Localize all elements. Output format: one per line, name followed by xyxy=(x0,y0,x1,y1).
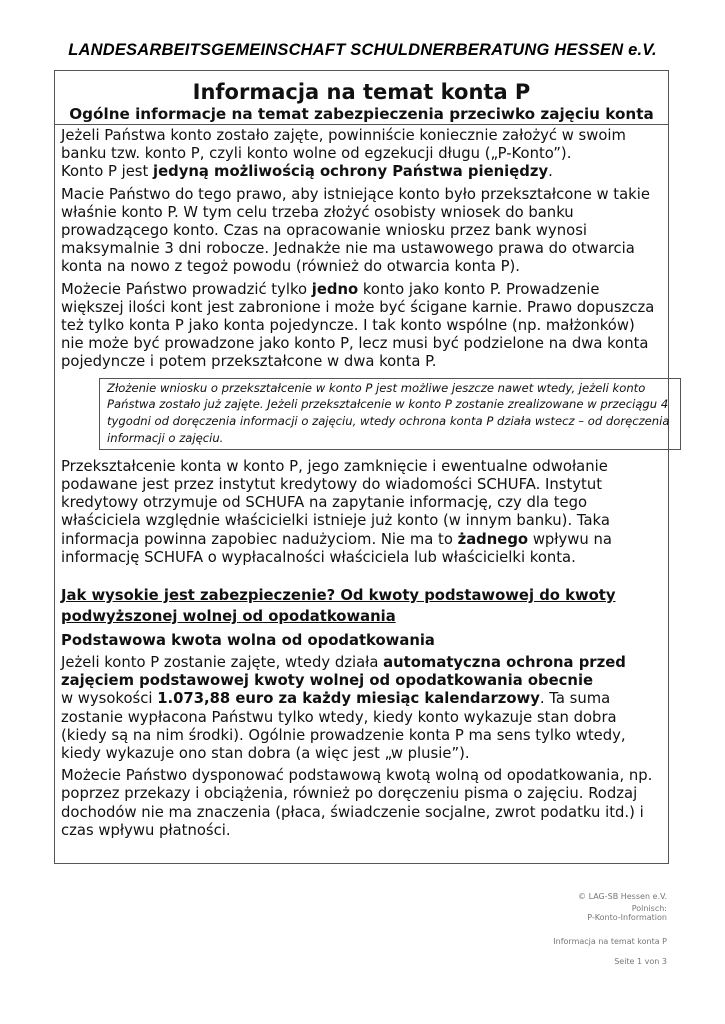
schufa-text-2: wpływu na informację SCHUFA o wypłacalności właściciela lub właścicielki konta. xyxy=(61,530,612,566)
subheading: Podstawowa kwota wolna od opodatkowania xyxy=(61,632,435,650)
base-amount-value: 1.073,88 euro za każdy miesiąc kalendarzowy xyxy=(157,690,540,708)
page-subtitle: Ogólne informacje na temat zabezpieczenia przeciwko zajęciu konta xyxy=(69,105,654,123)
page-word: Seite xyxy=(614,957,635,966)
page-total: 3 xyxy=(661,957,667,966)
footer-doc-title: Informacja na temat konta P xyxy=(553,937,667,946)
section-heading: Jak wysokie jest zabezpieczenie? Od kwoty podstawowej do kwoty podwyższonej wolnej od opodatkowania xyxy=(61,587,616,626)
title-box xyxy=(55,71,668,125)
base-amount-text: Jeżeli konto P zostanie zajęte, wtedy działa xyxy=(61,654,384,672)
paragraph-right: Macie Państwo do tego prawo, aby istniejące konto było przekształcone w takie właśnie konto P. W tym celu trzeba złożyć osobisty wniosek do banku prowadzącego konto. Czas na opracowanie wniosku przez bank wynosi maksymalnie 3 dni robocze. Jednakże nie ma ustawowego prawa do otwarcia konta na nowo z tegoż powodu (również do otwarcia konta P). xyxy=(61,185,650,276)
paragraph-disposal: Możecie Państwo dysponować podstawową kwotą wolną od opodatkowania, np. poprzez przekazy i obciążenia, również po doręczeniu pisma o zajęciu. Rodzaj dochodów nie ma znaczenia (płaca, świadczenie socjalne, zwrot podatku itd.) i czas wpływu płatności. xyxy=(61,767,653,839)
intro-text-3: . xyxy=(548,163,553,181)
single-account-emphasis: jedno xyxy=(311,280,359,298)
footer-page-number xyxy=(614,957,667,967)
intro-text-2: Konto P jest xyxy=(61,163,154,181)
page-title: Informacja na temat konta P xyxy=(192,80,531,104)
single-account-text: Możecie Państwo prowadzić tylko xyxy=(61,280,312,298)
paragraph-schufa xyxy=(61,458,662,567)
single-account-text-2: konto jako konto P. Prowadzenie większej ilości kont jest zabronione i może być ścigane karnie. Prawo dopuszcza też tylko konta P jako konta pojedyncze. I tak konto wspólne (np. małżonków) nie może być prowadzone jako konto P, lecz musi być podzielone na dwa konta pojedyncze i potem przekształcone w dwa konta P. xyxy=(61,280,655,371)
page-num: 1 xyxy=(637,957,643,966)
of-word: von xyxy=(644,957,660,966)
info-note-box: Złożenie wniosku o przekształcenie w konto P jest możliwe jeszcze nawet wtedy, jeżeli konto Państwa zostało już zajęte. Jeżeli przekształcenie w konto P zostanie zrealizowane w przeciągu 4 tygodni od doręczenia informacji o zajęciu, wtedy ochrona konta P działa wstecz – od doręczenia informacji o zajęciu. xyxy=(99,378,681,450)
base-amount-emphasis: automatyczna ochrona przed zajęciem podstawowej kwoty wolnej od opodatkowania obecnie xyxy=(61,654,626,690)
base-amount-text-3: . Ta suma zostanie wypłacona Państwu tylko wtedy, kiedy konto wykazuje stan dobra (kiedy są na nim środki). Ogólnie prowadzenie konta P ma sens tylko wtedy, kiedy wykazuje ono stan dobra (a więc jest „w plusie”). xyxy=(61,690,626,763)
intro-emphasis: jedyną możliwością ochrony Państwa pieniędzy xyxy=(153,163,549,181)
footer-language: Polnisch: xyxy=(631,904,667,913)
paragraph-intro xyxy=(61,127,662,182)
document-body xyxy=(55,125,668,840)
base-amount-text-2: w wysokości xyxy=(61,690,158,708)
schufa-text: Przekształcenie konta w konto P, jego zamknięcie i ewentualne odwołanie podawane jest przez instytut kredytowy do wiadomości SCHUFA. Instytut kredytowy otrzymuje od SCHUFA na zapytanie informację, czy dla tego właściciela względnie właścicielki istnieje już konto (w innym banku). Taka informacja powinna zapobiec nadużyciom. Nie ma to xyxy=(61,457,610,548)
document-frame xyxy=(54,70,669,864)
schufa-emphasis: żadnego xyxy=(457,530,529,548)
intro-text: Jeżeli Państwa konto zostało zajęte, powinniście koniecznie założyć w swoim banku tzw. konto P, czyli konto wolne od egzekucji długu („P-Konto”). xyxy=(61,127,626,163)
paragraph-single-account xyxy=(61,281,662,372)
footer-doc-name: P-Konto-Information xyxy=(587,913,667,922)
organization-header: LANDESARBEITSGEMEINSCHAFT SCHULDNERBERATUNG HESSEN e.V. xyxy=(68,41,657,59)
footer-copyright: © LAG-SB Hessen e.V. xyxy=(578,892,667,901)
paragraph-base-amount xyxy=(61,654,662,763)
